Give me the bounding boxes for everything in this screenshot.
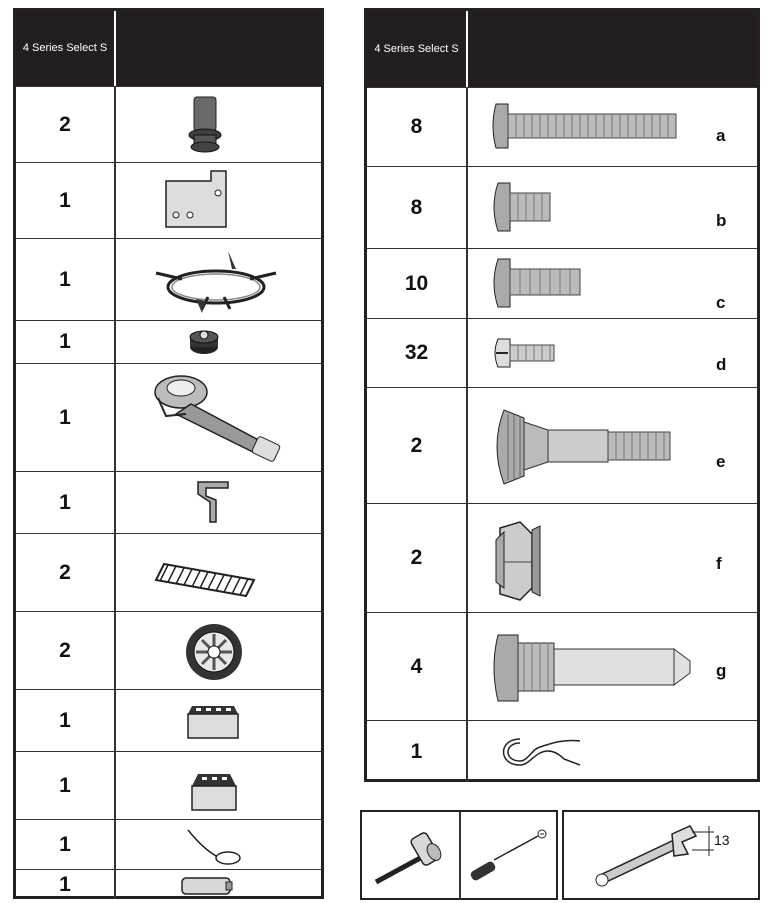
part-quantity: 1 bbox=[59, 872, 71, 896]
part-quantity: 1 bbox=[59, 188, 71, 212]
part-quantity: 1 bbox=[410, 739, 423, 763]
battery-box-icon bbox=[116, 690, 321, 751]
table-row bbox=[367, 248, 757, 318]
required-tools bbox=[360, 810, 760, 900]
part-quantity: 1 bbox=[59, 832, 71, 856]
table-row bbox=[367, 720, 757, 782]
part-quantity: 2 bbox=[410, 546, 423, 569]
part-quantity: 1 bbox=[59, 773, 71, 797]
part-letter: f bbox=[716, 554, 722, 573]
table-row bbox=[16, 363, 321, 471]
table-row bbox=[16, 751, 321, 819]
part-quantity: 1 bbox=[59, 330, 71, 353]
part-letter: e bbox=[716, 452, 726, 471]
part-letter: b bbox=[716, 211, 727, 230]
part-quantity: 8 bbox=[410, 195, 423, 219]
part-quantity: 10 bbox=[404, 271, 429, 295]
left-header-label: 4 Series Select S bbox=[22, 42, 108, 54]
part-letter: a bbox=[716, 126, 726, 145]
tool-box-mallet-screwdriver bbox=[360, 810, 558, 900]
left-table-header bbox=[16, 11, 321, 86]
part-quantity: 1 bbox=[59, 708, 71, 732]
medium-screw-icon bbox=[468, 249, 757, 318]
bracket-plate-icon bbox=[116, 163, 321, 238]
part-quantity: 32 bbox=[404, 341, 429, 364]
short-screw-icon bbox=[468, 167, 757, 248]
table-row bbox=[367, 87, 757, 166]
table-row bbox=[16, 689, 321, 751]
axle-bolt-icon bbox=[468, 613, 757, 720]
small-screw-icon bbox=[468, 319, 757, 387]
table-row bbox=[16, 471, 321, 533]
table-row bbox=[16, 819, 321, 869]
table-row bbox=[16, 611, 321, 689]
table-row bbox=[16, 238, 321, 320]
battery-box-cover-icon bbox=[116, 752, 321, 819]
tool-box-wrench bbox=[562, 810, 760, 900]
flange-nut-icon bbox=[468, 504, 757, 612]
wrench-size-label: 13 bbox=[714, 832, 730, 848]
part-quantity: 2 bbox=[410, 433, 423, 457]
battery-icon bbox=[116, 870, 321, 899]
hitch-pin-clip-icon bbox=[468, 721, 757, 782]
wok-grate-icon bbox=[116, 239, 321, 320]
table-row bbox=[367, 166, 757, 248]
mallet-icon bbox=[362, 812, 458, 898]
part-quantity: 2 bbox=[59, 638, 71, 662]
warming-rack-icon bbox=[116, 534, 321, 611]
part-letter: g bbox=[716, 661, 727, 680]
hook-bracket-icon bbox=[116, 472, 321, 533]
table-row bbox=[367, 387, 757, 503]
shoulder-bolt-icon bbox=[468, 388, 757, 503]
table-row bbox=[16, 533, 321, 611]
table-row bbox=[16, 320, 321, 363]
part-letter: d bbox=[716, 355, 727, 374]
part-quantity: 1 bbox=[59, 405, 71, 429]
table-row bbox=[367, 318, 757, 387]
part-letter: c bbox=[716, 293, 726, 312]
grease-tray-clip-icon bbox=[116, 87, 321, 162]
knob-icon bbox=[116, 321, 321, 363]
table-row bbox=[16, 86, 321, 162]
right-header-label: 4 Series Select S bbox=[374, 42, 459, 55]
wheel-icon bbox=[116, 612, 321, 689]
left-parts-table bbox=[13, 8, 324, 899]
part-quantity: 4 bbox=[410, 654, 423, 678]
wrench-icon bbox=[564, 812, 758, 898]
screwdriver-icon bbox=[460, 812, 560, 898]
table-row bbox=[367, 612, 757, 720]
side-burner-icon bbox=[116, 364, 321, 471]
part-quantity: 1 bbox=[59, 490, 71, 514]
long-screw-icon bbox=[468, 88, 757, 166]
right-table-header bbox=[367, 11, 757, 87]
part-quantity: 1 bbox=[59, 267, 71, 291]
wire-tie-icon bbox=[116, 820, 321, 869]
part-quantity: 2 bbox=[59, 560, 71, 584]
table-row bbox=[367, 503, 757, 612]
part-quantity: 8 bbox=[410, 115, 423, 138]
right-parts-table bbox=[364, 8, 760, 782]
part-quantity: 2 bbox=[59, 112, 71, 136]
table-row bbox=[16, 869, 321, 899]
table-row bbox=[16, 162, 321, 238]
